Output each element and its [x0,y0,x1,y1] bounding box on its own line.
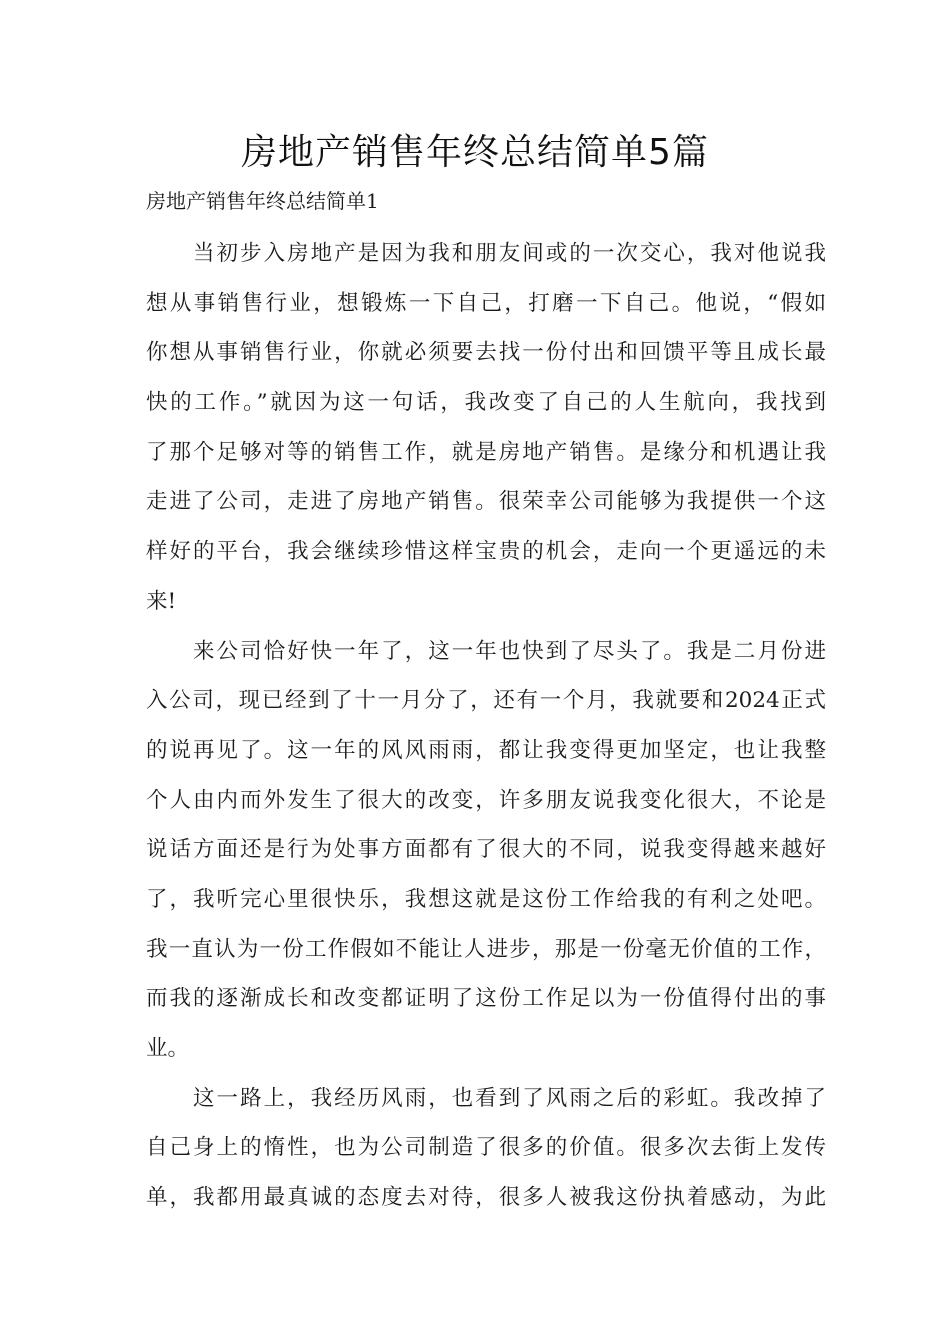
paragraph-1 [146,229,826,627]
paragraph-line: 的说再见了。这一年的风风雨雨，都让我变得更加坚定，也让我整 [146,737,826,763]
paragraph-line: 快的工作。”就因为这一句话，我改变了自己的人生航向，我找到 [146,390,826,416]
section-heading: 房地产销售年终总结简单1 [146,189,379,213]
paragraph-line: 样好的平台，我会继续珍惜这样宝贵的机会，走向一个更遥远的未 [146,539,826,565]
paragraph-line: 入公司，现已经到了十一月分了，还有一个月，我就要和2024正式 [146,688,826,714]
paragraph-3 [146,1074,826,1223]
document-title: 房地产销售年终总结简单5篇 [241,132,709,173]
paragraph-line: 业。 [146,1036,190,1061]
document-body [146,229,826,1223]
paragraph-line: 自己身上的惰性，也为公司制造了很多的价值。很多次去街上发传 [146,1135,826,1161]
paragraph-line: 了，我听完心里很快乐，我想这就是这份工作给我的有利之处吧。 [146,886,826,912]
paragraph-line: 你想从事销售行业，你就必须要去找一份付出和回馈平等且成长最 [146,340,826,366]
paragraph-line: 当初步入房地产是因为我和朋友间或的一次交心，我对他说我 [146,241,826,266]
paragraph-line: 想从事销售行业，想锻炼一下自己，打磨一下自己。他说，“假如 [146,290,826,316]
paragraph-2 [146,627,826,1074]
paragraph-line: 说话方面还是行为处事方面都有了很大的不同，说我变得越来越好 [146,837,826,863]
paragraph-line: 了那个足够对等的销售工作，就是房地产销售。是缘分和机遇让我 [146,439,826,465]
paragraph-line: 我一直认为一份工作假如不能让人进步，那是一份毫无价值的工作， [146,936,826,962]
paragraph-line: 来公司恰好快一年了，这一年也快到了尽头了。我是二月份进 [146,638,826,664]
paragraph-line: 这一路上，我经历风雨，也看到了风雨之后的彩虹。我改掉了 [146,1085,826,1111]
paragraph-line: 来! [146,588,177,614]
paragraph-line: 个人由内而外发生了很大的改变，许多朋友说我变化很大，不论是 [146,787,826,813]
paragraph-line: 单，我都用最真诚的态度去对待，很多人被我这份执着感动，为此 [146,1185,826,1211]
paragraph-line: 而我的逐渐成长和改变都证明了这份工作足以为一份值得付出的事 [146,986,826,1012]
paragraph-line: 走进了公司，走进了房地产销售。很荣幸公司能够为我提供一个这 [146,489,826,515]
